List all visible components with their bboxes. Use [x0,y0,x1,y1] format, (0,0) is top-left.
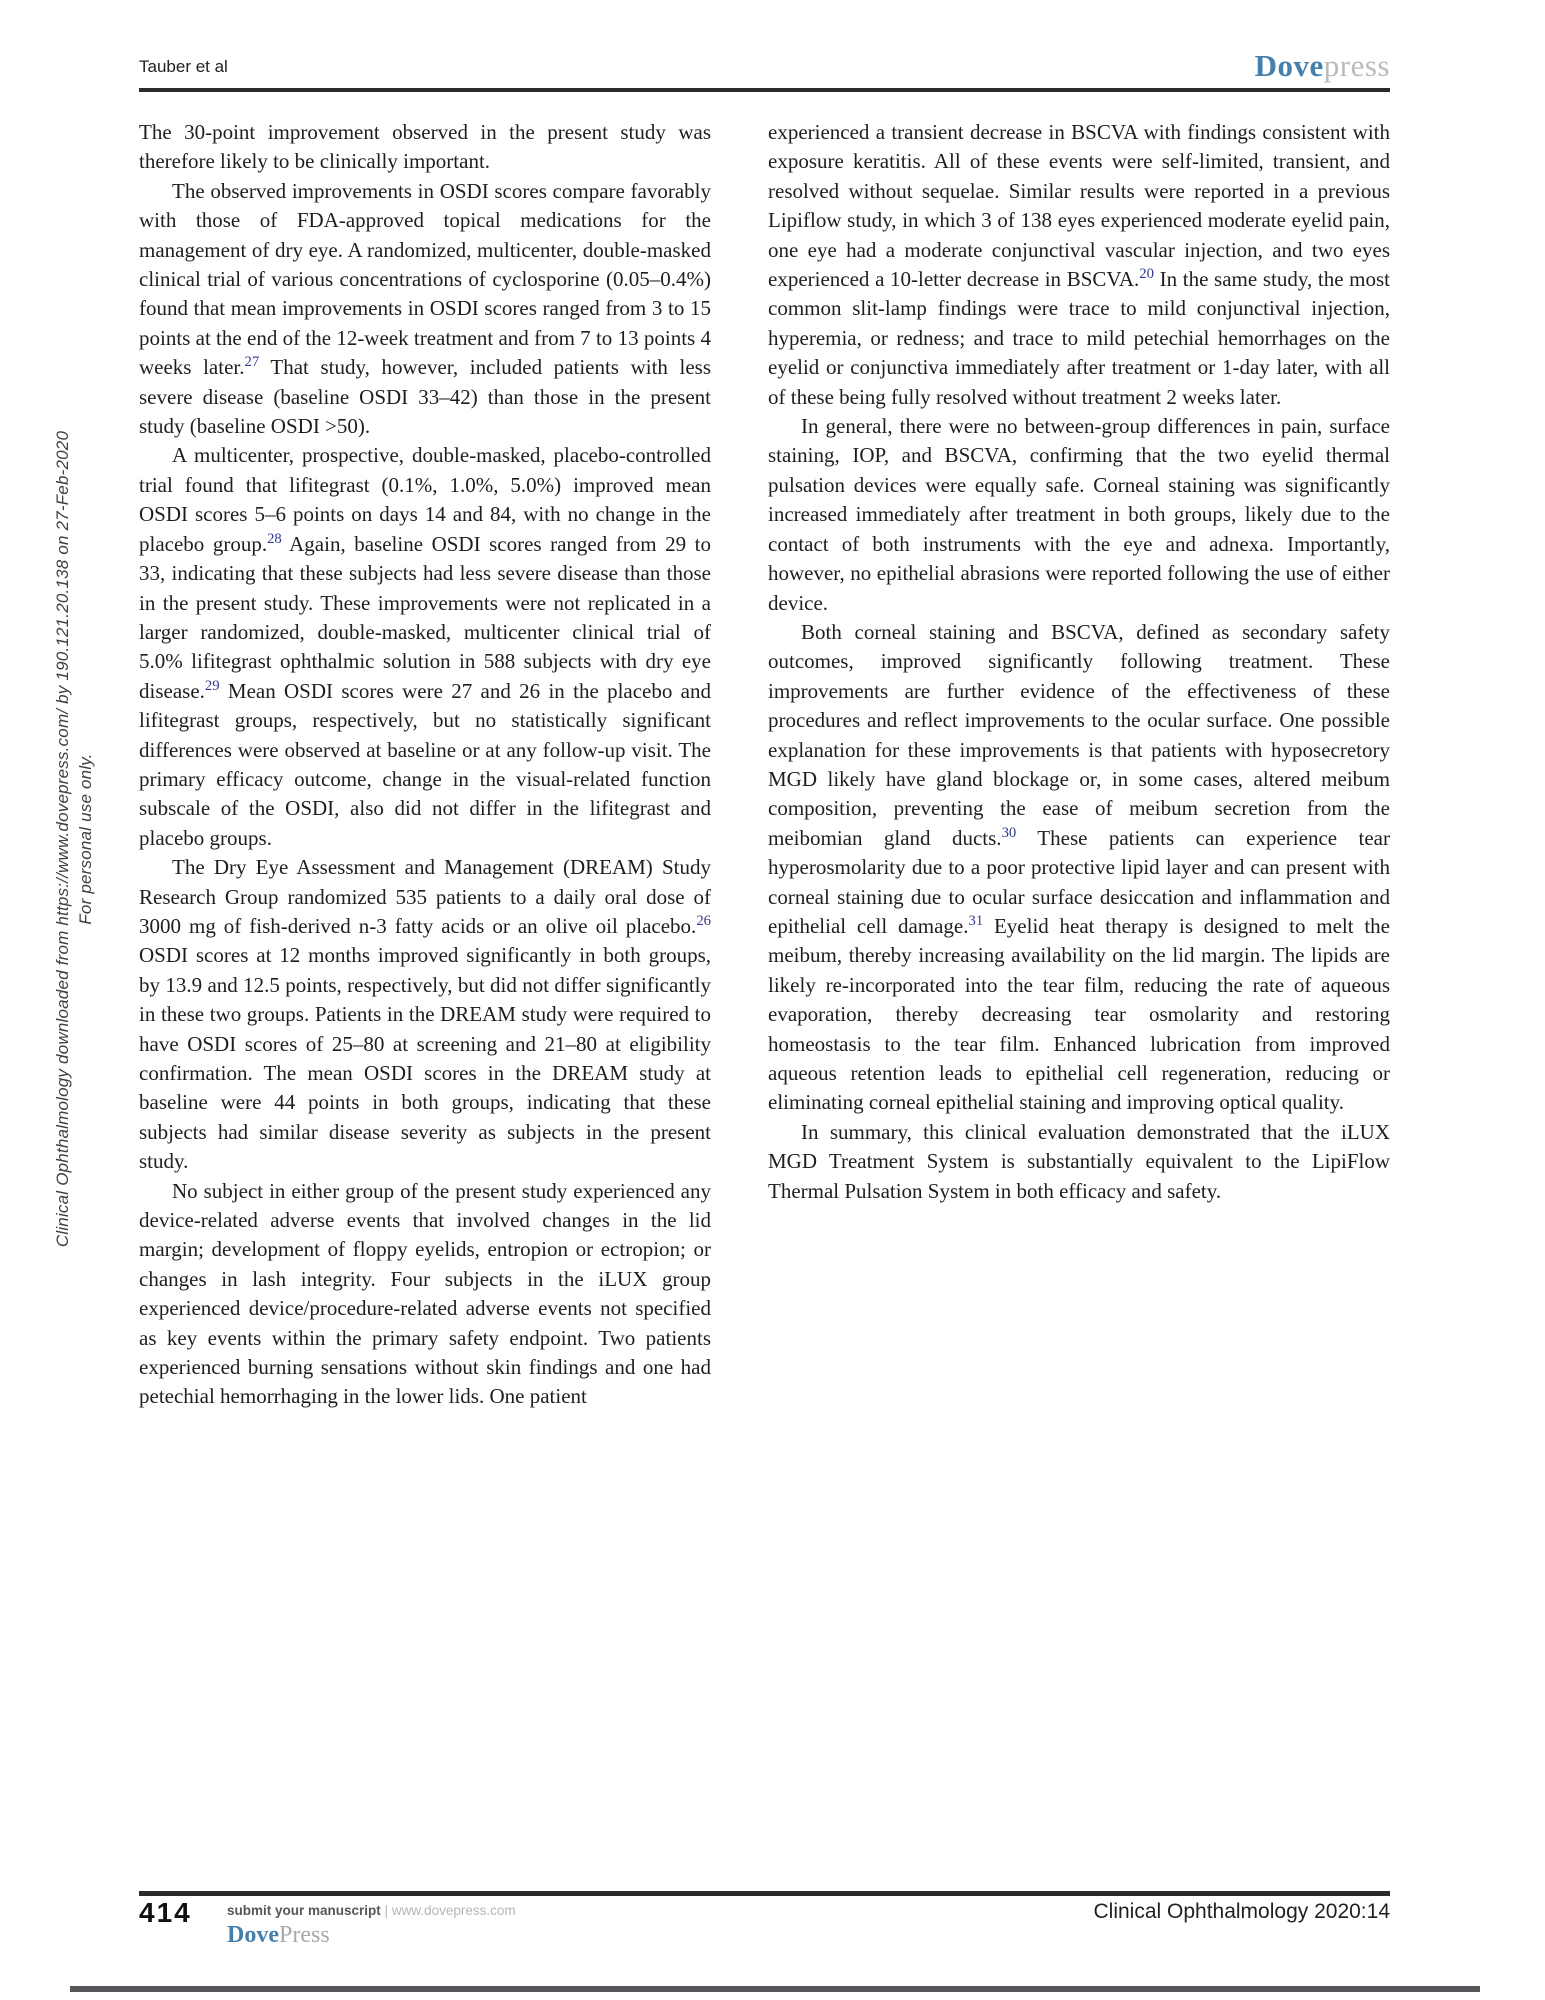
body-paragraph: experienced a transient decrease in BSCVA with findings consistent with exposure keratitis. All of these events were self-limited, transient, and resolved without sequelae. Similar results were reported in a previous Lipiflow study, in which 3 of 138 eyes experienced moderate eyelid pain, one eye had a moderate conjunctival vascular injection, and two eyes experienced a 10-letter decrease in BSCVA.$^{20}$ In the same study, the most common slit-lamp findings were trace to mild conjunctival injection, hyperemia, or redness; and trace to mild petechial hemorrhages on the eyelid or conjunctiva immediately after treatment or 1-day later, with all of these being fully resolved without treatment 2 weeks later. [768,120,1390,409]
reference-link[interactable]: 29 [204,677,220,694]
download-notice-line1: Clinical Ophthalmology downloaded from https://www.dovepress.com/ by 190.121.20.138 on 27-Feb-2020 [53,430,72,1248]
header-rule [139,88,1390,92]
body-paragraph: A multicenter, prospective, double-masked, placebo-controlled trial found that lifitegrast (0.1%, 1.0%, 5.0%) improved mean OSDI scores 5–6 points on days 14 and 84, with no change in the placebo group.$^{28}$ Again, baseline OSDI scores ranged from 29 to 33, indicating that these subjects had less severe disease than those in the present study. These improvements were not replicated in a larger randomized, double-masked, multicenter clinical trial of 5.0% lifitegrast ophthalmic solution in 588 subjects with dry eye disease.$^{29}$ Mean OSDI scores were 27 and 26 in the placebo and lifitegrast groups, respectively, but no statistically significant differences were observed at baseline or at any follow-up visit. The primary efficacy outcome, change in the visual-related function subscale of the OSDI, also did not differ in the lifitegrast and placebo groups. [139,443,711,850]
reference-link[interactable]: 26 [696,912,711,929]
download-notice [51,324,97,1354]
footer-logo-dove: Dove [227,1922,279,1948]
footer-logo-press: Press [278,1922,330,1948]
dovepress-logo-dove: Dove [1254,48,1324,83]
download-notice-line2: For personal use only. [76,753,95,925]
right-column [768,118,1390,1206]
body-paragraph: In general, there were no between-group differences in pain, surface staining, IOP, and BSCVA, confirming that the two eyelid thermal pulsation devices were equally safe. Corneal staining was significantly increased immediately after treatment in both groups, likely due to the contact of both instruments with the eye and adnexa. Importantly, however, no epithelial abrasions were reported following the use of either device. [768,414,1390,615]
footer-dovepress-logo[interactable] [227,1922,330,1949]
journal-citation: Clinical Ophthalmology 2020:14 [1093,1900,1390,1923]
dovepress-logo-press: press [1323,48,1390,83]
reference-link[interactable]: 27 [244,354,260,371]
submit-manuscript-line [227,1903,516,1918]
body-paragraph: No subject in either group of the present study experienced any device-related adverse events that involved changes in the lid margin; development of floppy eyelids, entropion or ectropion; or changes in lash integrity. Four subjects in the iLUX group experienced device/procedure-related adverse events not specified as key events within the primary safety endpoint. Two patients experienced burning sensations without skin findings and one had petechial hemorrhaging in the lower lids. One patient [139,1178,711,1409]
reference-link[interactable]: 28 [267,530,282,547]
body-paragraph: In summary, this clinical evaluation demonstrated that the iLUX MGD Treatment System is substantially equivalent to the LipiFlow Thermal Pulsation System in both efficacy and safety. [768,1119,1390,1203]
body-paragraph: The Dry Eye Assessment and Management (DREAM) Study Research Group randomized 535 patients to a daily oral dose of 3000 mg of fish-derived n-3 fatty acids or an olive oil placebo.$^{26}$ OSDI scores at 12 months improved significantly in both groups, by 13.9 and 12.5 points, respectively, but did not differ significantly in these two groups. Patients in the DREAM study were required to have OSDI scores of 25–80 at screening and 21–80 at eligibility confirmation. The mean OSDI scores in the DREAM study at baseline were 44 points in both groups, indicating that these subjects had similar disease severity as subjects in the present study. [139,855,711,1174]
page-number: 414 [139,1897,192,1928]
submit-separator: | [384,1903,389,1918]
body-paragraph: The 30-point improvement observed in the present study was therefore likely to be clinically important. [139,120,711,174]
body-paragraph: Both corneal staining and BSCVA, defined as secondary safety outcomes, improved significantly following treatment. These improvements are further evidence of the effectiveness of these procedures and reflect improvements to the ocular surface. One possible explanation for these improvements is that patients with hyposecretory MGD likely have gland blockage or, in some cases, altered meibum composition, preventing the ease of meibum secretion from the meibomian gland ducts.$^{30}$ These patients can experience tear hyperosmolarity due to a poor protective lipid layer and can present with corneal staining due to ocular surface desiccation and inflammation and epithelial cell damage.$^{31}$ Eyelid heat therapy is designed to melt the meibum, thereby increasing availability on the lid margin. The lipids are likely re-incorporated into the tear film, reducing the rate of aqueous evaporation, thereby decreasing tear osmolarity and restoring homeostasis to the tear film. Enhanced lubrication from improved aqueous retention leads to epithelial cell regeneration, reducing or eliminating corneal epithelial staining and improving optical quality. [768,619,1390,1115]
bottom-bar [70,1986,1480,1992]
left-column [139,118,711,1412]
dovepress-logo[interactable] [1255,48,1390,84]
running-head-author: Tauber et al [139,57,228,76]
dovepress-url-link[interactable]: www.dovepress.com [391,1903,516,1918]
reference-link[interactable]: 31 [968,912,984,929]
footer-rule [139,1891,1390,1896]
reference-link[interactable]: 30 [1001,824,1017,841]
body-paragraph: The observed improvements in OSDI scores compare favorably with those of FDA-approved topical medications for the management of dry eye. A randomized, multicenter, double-masked clinical trial of various concentrations of cyclosporine (0.05–0.4%) found that mean improvements in OSDI scores ranged from 3 to 15 points at the end of the 12-week treatment and from 7 to 13 points 4 weeks later.$^{27}$ That study, however, included patients with less severe disease (baseline OSDI 33–42) than those in the present study (baseline OSDI >50). [139,178,712,439]
reference-link[interactable]: 20 [1139,266,1154,283]
submit-manuscript-label: submit your manuscript [227,1903,381,1918]
